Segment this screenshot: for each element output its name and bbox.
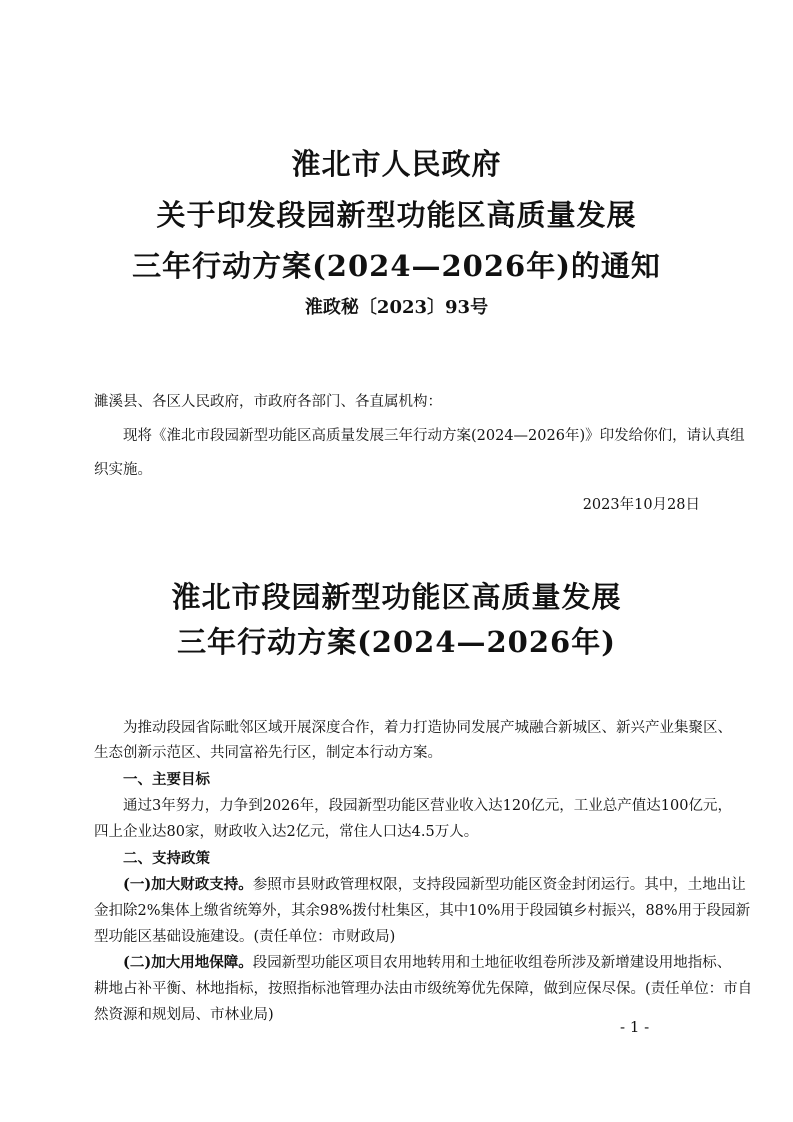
notice-title-line2: 关于印发段园新型功能区高质量发展 [156, 198, 637, 232]
item2-label: (二)加大用地保障。 [123, 954, 253, 971]
item1-line3: 型功能区基础设施建设。(责任单位：市财政局) [94, 929, 396, 945]
section1-line1: 通过3年努力，力争到2026年，段园新型功能区营业收入达120亿元，工业总产值达100亿元， [123, 798, 732, 814]
notice-body-line2: 织实施。 [94, 462, 152, 478]
recipients: 濉溪县、各区人民政府，市政府各部门、各直属机构： [94, 394, 442, 410]
plan-intro-line2: 生态创新示范区、共同富裕先行区，制定本行动方案。 [94, 745, 442, 761]
item2-line2: 耕地占补平衡、林地指标，按照指标池管理办法由市级统筹优先保障，做到应保尽保。(责任单位：市自 [94, 981, 753, 997]
notice-date: 2023年10月28日 [582, 497, 700, 513]
section1-heading: 一、主要目标 [123, 771, 210, 788]
item1-line2: 金扣除2%集体上缴省统筹外，其余98%拨付杜集区，其中10%用于段园镇乡村振兴，88%用于段园新 [94, 903, 751, 919]
notice-title-line3: 三年行动方案(2024—2026年)的通知 [132, 249, 661, 283]
item1-text: 参照市县财政管理权限，支持段园新型功能区资金封闭运行。其中，土地出让 [252, 877, 746, 893]
section2-heading: 二、支持政策 [123, 850, 210, 867]
plan-title-line1: 淮北市段园新型功能区高质量发展 [171, 580, 622, 614]
plan-title-line2: 三年行动方案(2024—2026年) [177, 625, 616, 659]
document-number: 淮政秘〔2023〕93号 [304, 297, 489, 318]
notice-title-line1: 淮北市人民政府 [291, 147, 502, 181]
section1-line2: 四上企业达80家，财政收入达2亿元，常住人口达4.5万人。 [94, 824, 479, 840]
plan-intro-line1: 为推动段园省际毗邻区域开展深度合作，着力打造协同发展产城融合新城区、新兴产业集聚区、 [123, 720, 732, 736]
item2-text: 段园新型功能区项目农用地转用和土地征收组卷所涉及新增建设用地指标、 [252, 955, 732, 971]
item2-line3: 然资源和规划局、市林业局) [94, 1007, 274, 1023]
notice-body-line1: 现将《淮北市段园新型功能区高质量发展三年行动方案(2024—2026年)》印发给你们，请认真组 [123, 428, 745, 444]
item1-label: (一)加大财政支持。 [123, 876, 253, 893]
page-number: - 1 - [620, 1018, 650, 1036]
